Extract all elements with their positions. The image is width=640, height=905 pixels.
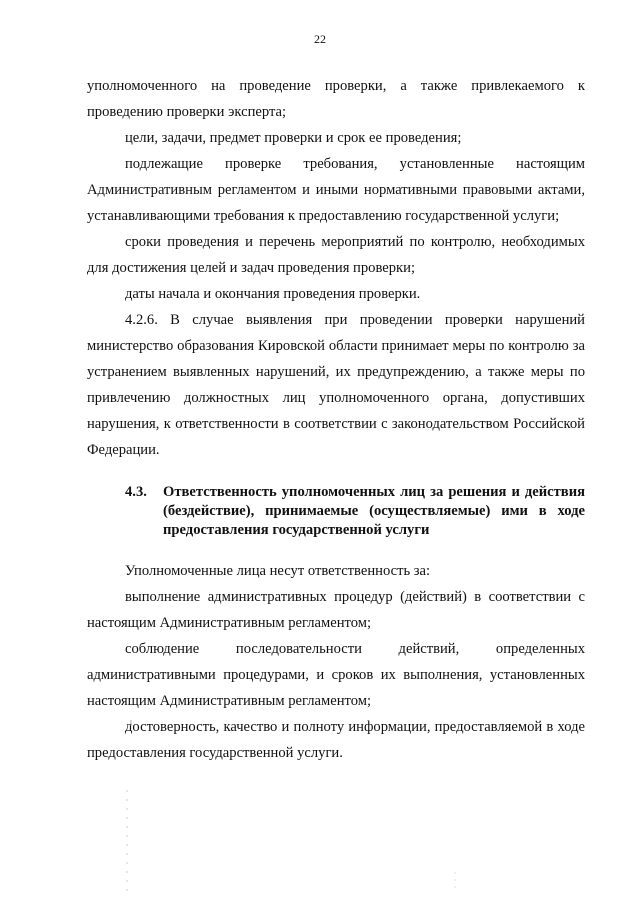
- paragraph: сроки проведения и перечень мероприятий по контролю, необходимых для достижения целей и задач проведения проверки;: [87, 234, 585, 276]
- paragraph: достоверность, качество и полноту информации, предоставляемой в ходе предоставления государственной услуги.: [87, 719, 585, 761]
- document-body: [87, 73, 585, 766]
- paragraph: цели, задачи, предмет проверки и срок ее проведения;: [125, 130, 462, 146]
- section-heading-text: Ответственность уполномоченных лиц за решения и действия (бездействие), принимаемые (осуществляемые) ими в ходе предоставления государственной услуги: [163, 484, 585, 538]
- section-heading-number: 4.3.: [125, 484, 147, 500]
- paragraph: даты начала и окончания проведения проверки.: [125, 286, 421, 302]
- paragraph: уполномоченного на проведение проверки, а также привлекаемого к проведению проверки эксперта;: [87, 78, 585, 120]
- paragraphs-before-heading: [87, 73, 585, 463]
- section-heading: [87, 483, 585, 540]
- paragraph: 4.2.6. В случае выявления при проведении проверки нарушений министерство образования Кировской области принимает меры по контролю за устранением выявленных нарушений, их предупреждению, а также меры по привлечению должностных лиц уполномоченного органа, допустивших нарушения, к ответственности в соответствии с законодательством Российской Федерации.: [87, 312, 585, 458]
- paragraph: подлежащие проверке требования, установленные настоящим Административным регламентом и иными нормативными правовыми актами, устанавливающими требования к предоставлению государственной услуги;: [87, 156, 585, 224]
- paragraphs-after-heading: [87, 558, 585, 766]
- paragraph: соблюдение последовательности действий, определенных административными процедурами, и сроков их выполнения, установленных настоящим Административным регламентом;: [87, 641, 585, 709]
- paragraph: Уполномоченные лица несут ответственность за:: [125, 563, 431, 579]
- page-number: 22: [314, 32, 326, 46]
- paragraph: выполнение административных процедур (действий) в соответствии с настоящим Административным регламентом;: [87, 589, 585, 631]
